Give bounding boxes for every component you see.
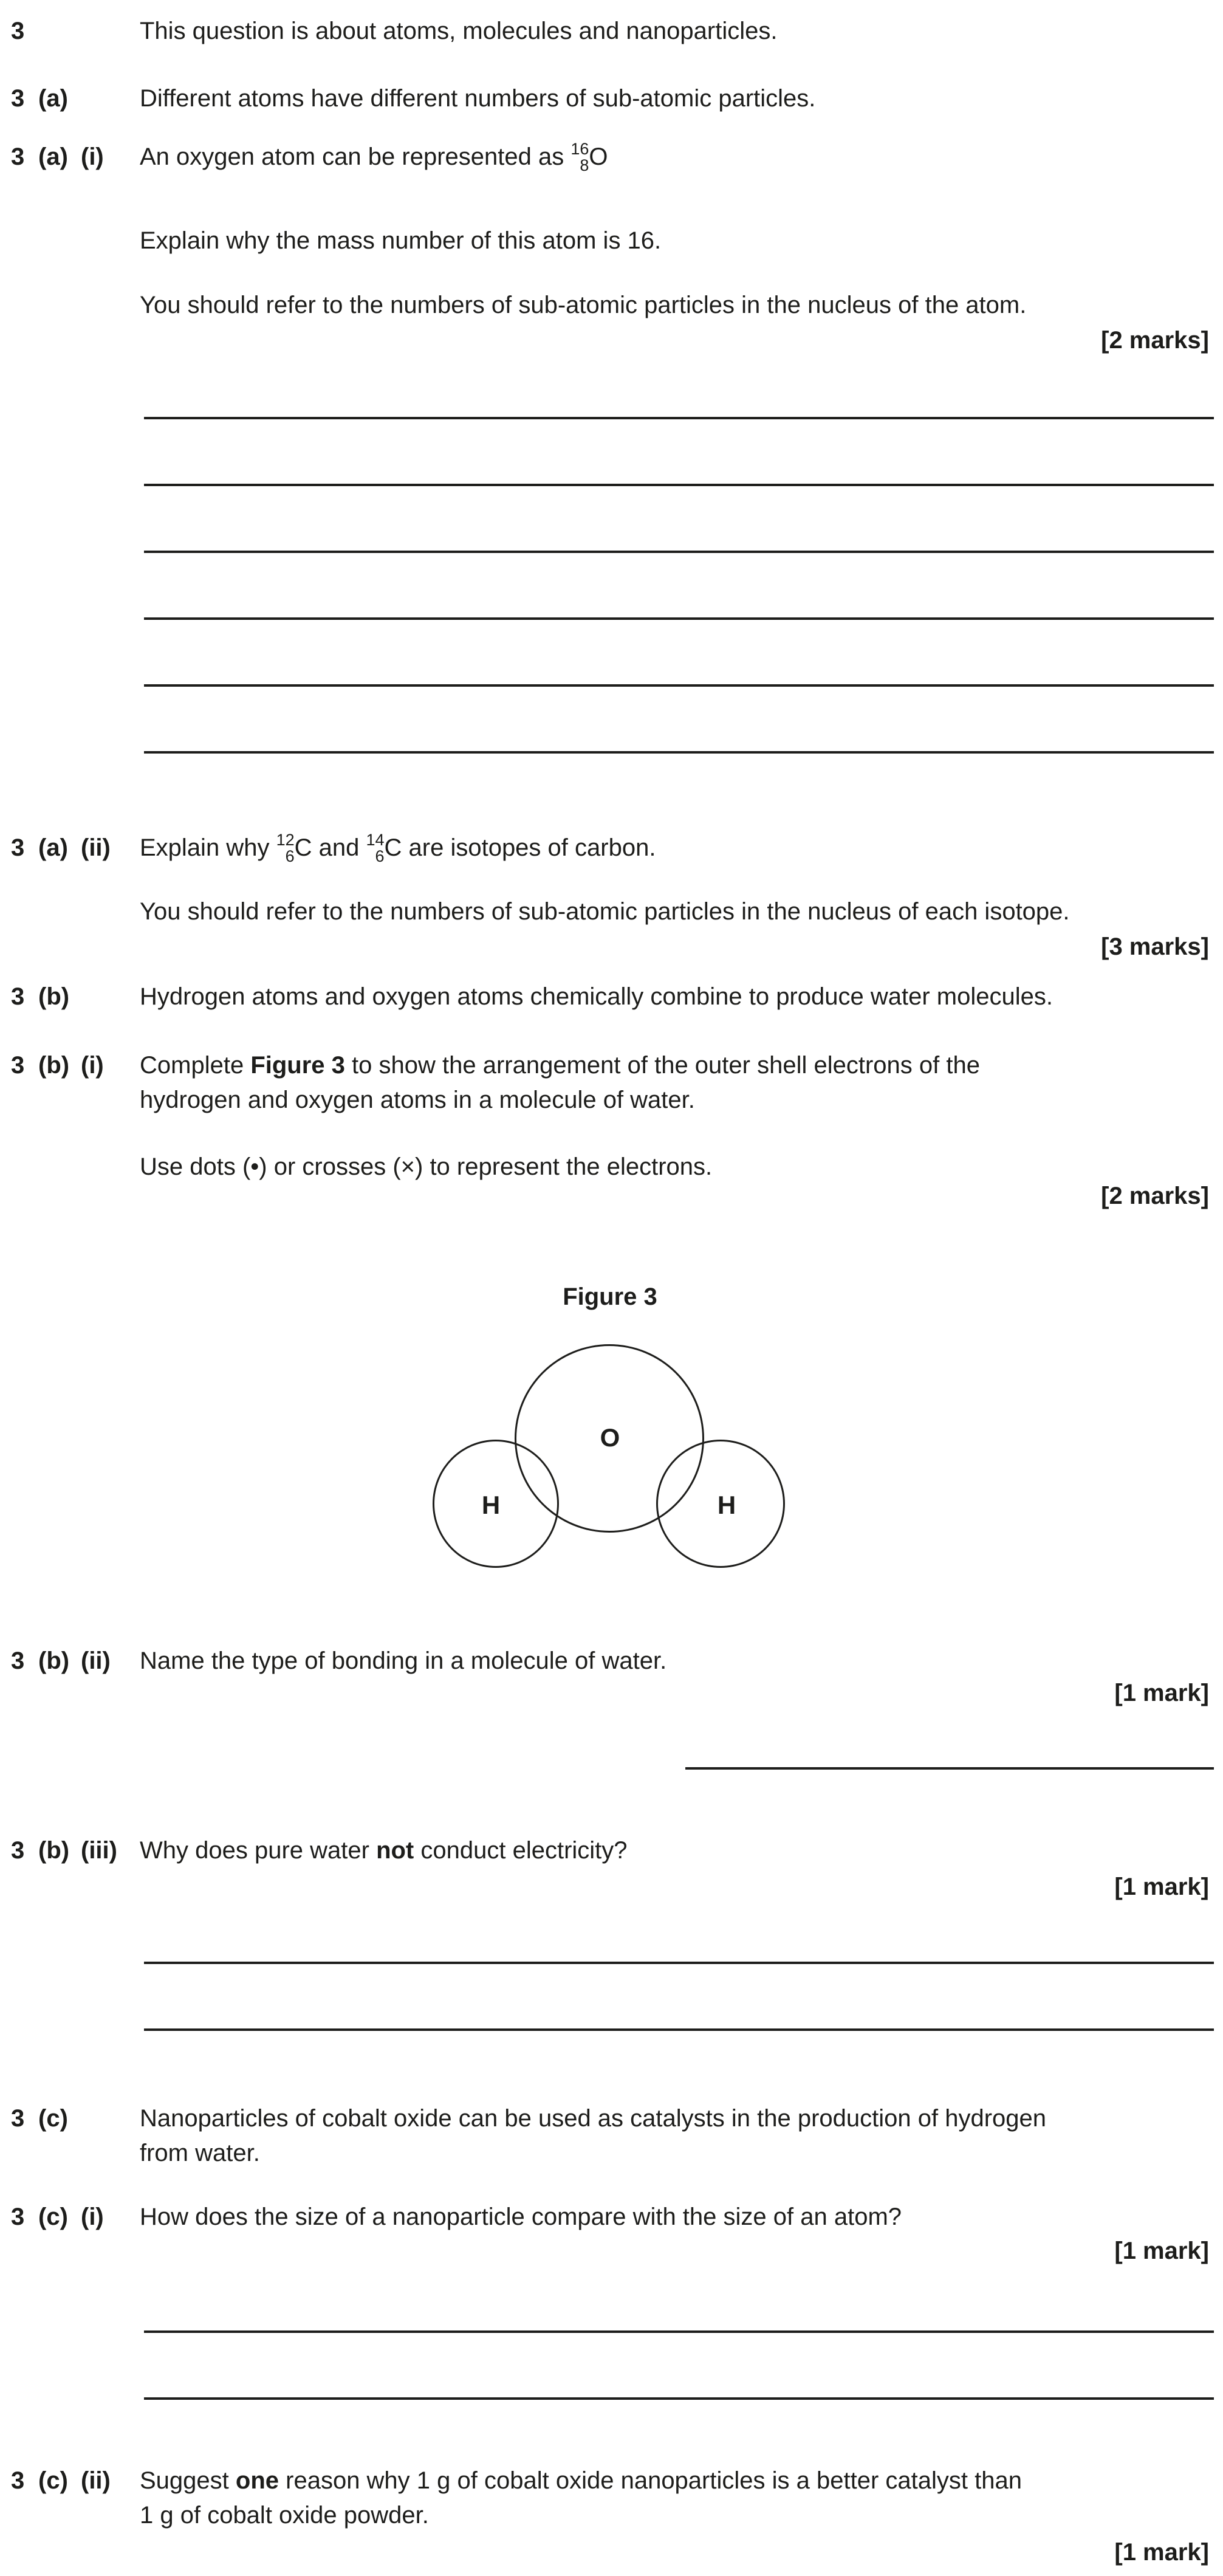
question-text: Nanoparticles of cobalt oxide can be used as catalysts in the production of hydrogen: [140, 2105, 1047, 2132]
mass-number: 14: [366, 830, 385, 849]
question-text: [140, 831, 656, 865]
marks-row: [0, 1179, 1223, 1214]
refer-row: [0, 895, 1223, 929]
question-text-suffix: to show the arrangement of the outer shell electrons of the: [344, 1052, 980, 1079]
answer-line[interactable]: [144, 617, 1214, 620]
part-label: (b): [38, 1837, 70, 1864]
atomic-number: 6: [285, 847, 295, 865]
element-symbol: C: [384, 834, 402, 861]
question-number: 3: [11, 2203, 25, 2230]
question-text-prefix: Why does pure water: [140, 1837, 377, 1864]
question-text: How does the size of a nanoparticle compare with the size of an atom?: [140, 2203, 902, 2230]
answer-line[interactable]: [144, 2028, 1214, 2031]
question-text: Use dots (•) or crosses (×) to represent the electrons.: [140, 1153, 713, 1180]
question-text: [140, 1048, 980, 1083]
question-text: [140, 2464, 1022, 2498]
question-3bi-row-2: [0, 1083, 1223, 1118]
marks-badge: [1 mark]: [1114, 2539, 1209, 2566]
nuclide-carbon-14: [366, 831, 402, 865]
question-3cii-row-2: [0, 2498, 1223, 2533]
question-text: You should refer to the numbers of sub-atomic particles in the nucleus of each isotope.: [140, 898, 1070, 925]
explain-row: [0, 224, 1223, 258]
marks-badge: [2 marks]: [1101, 327, 1209, 354]
part-label: (a): [38, 834, 68, 861]
question-3ci-row: [0, 2200, 1223, 2234]
marks-row: [0, 930, 1223, 964]
answer-line[interactable]: [144, 1962, 1214, 1964]
question-3cii-row: [0, 2464, 1223, 2498]
nuclide-numbers: [276, 832, 295, 865]
part-label: (b): [38, 1052, 70, 1079]
question-3bii-row: [0, 1644, 1223, 1678]
marks-row: [0, 2234, 1223, 2269]
question-number: 3: [11, 1052, 25, 1079]
answer-line[interactable]: [685, 1767, 1214, 1770]
subpart-label: (i): [81, 1052, 104, 1079]
answer-line[interactable]: [144, 484, 1214, 486]
answer-line[interactable]: [144, 684, 1214, 687]
subpart-label: (iii): [81, 1837, 117, 1864]
marks-row: [0, 323, 1223, 358]
hydrogen-label-left: H: [481, 1491, 501, 1519]
question-3-intro-row: [0, 14, 1223, 49]
question-text-prefix: Explain why: [140, 834, 276, 861]
answer-line[interactable]: [144, 2397, 1214, 2400]
mass-number: 12: [276, 830, 295, 849]
question-text-prefix: Complete: [140, 1052, 251, 1079]
question-number: 3: [11, 143, 25, 170]
marks-row: [0, 1676, 1223, 1711]
question-3aii-row: [0, 831, 1223, 865]
question-text-prefix: Suggest: [140, 2467, 236, 2494]
question-text: Hydrogen atoms and oxygen atoms chemically combine to produce water molecules.: [140, 983, 1053, 1010]
question-text-mid: and: [312, 834, 366, 861]
question-number: 3: [11, 18, 25, 44]
part-label: (b): [38, 1647, 70, 1674]
figure-reference: Figure 3: [250, 1052, 345, 1079]
marks-badge: [2 marks]: [1101, 1183, 1209, 1209]
nuclide-numbers: [366, 832, 384, 865]
question-text: Explain why the mass number of this atom is 16.: [140, 227, 662, 254]
question-3b-row: [0, 980, 1223, 1014]
question-3ai-row: [0, 140, 1223, 174]
marks-row: [0, 2535, 1223, 2570]
question-text-prefix: An oxygen atom can be represented as: [140, 143, 571, 170]
atomic-number: 6: [375, 847, 385, 865]
part-label: (b): [38, 983, 70, 1010]
part-label: (c): [38, 2203, 68, 2230]
marks-badge: [1 mark]: [1114, 2238, 1209, 2264]
question-intro-text: This question is about atoms, molecules and nanoparticles.: [140, 18, 778, 44]
question-text: from water.: [140, 2140, 260, 2166]
nuclide-numbers: [570, 141, 589, 174]
answer-line[interactable]: [144, 551, 1214, 553]
subpart-label: (ii): [81, 1647, 111, 1674]
question-text: You should refer to the numbers of sub-atomic particles in the nucleus of the atom.: [140, 292, 1027, 318]
figure-caption: Figure 3: [563, 1283, 657, 1310]
question-text: hydrogen and oxygen atoms in a molecule of water.: [140, 1087, 695, 1113]
answer-line[interactable]: [144, 751, 1214, 754]
answer-line[interactable]: [144, 417, 1214, 419]
emphasis-word: one: [235, 2467, 279, 2494]
question-number: 3: [11, 1647, 25, 1674]
answer-line[interactable]: [144, 2330, 1214, 2333]
part-label: (a): [38, 85, 68, 112]
question-3biii-row: [0, 1833, 1223, 1868]
question-3a-row: [0, 81, 1223, 116]
question-number: 3: [11, 983, 25, 1010]
emphasis-word: not: [376, 1837, 414, 1864]
question-number: 3: [11, 1837, 25, 1864]
hydrogen-label-right: H: [717, 1491, 736, 1519]
nuclide-carbon-12: [276, 831, 312, 865]
question-number: 3: [11, 2467, 25, 2494]
part-label: (c): [38, 2467, 68, 2494]
part-label: (a): [38, 143, 68, 170]
question-text: Different atoms have different numbers of sub-atomic particles.: [140, 85, 816, 112]
question-number: 3: [11, 2105, 25, 2132]
question-text-suffix: reason why 1 g of cobalt oxide nanoparticles is a better catalyst than: [279, 2467, 1022, 2494]
part-label: (c): [38, 2105, 68, 2132]
element-symbol: C: [294, 834, 312, 861]
question-text: [140, 1833, 628, 1868]
marks-row: [0, 1870, 1223, 1905]
question-3bi-row: [0, 1048, 1223, 1083]
nuclide-oxygen-16: [570, 140, 608, 174]
question-text: 1 g of cobalt oxide powder.: [140, 2502, 429, 2529]
question-text-suffix: conduct electricity?: [414, 1837, 628, 1864]
mass-number: 16: [570, 139, 589, 158]
subpart-label: (i): [81, 143, 104, 170]
question-text-suffix: are isotopes of carbon.: [402, 834, 656, 861]
subpart-label: (i): [81, 2203, 104, 2230]
marks-badge: [1 mark]: [1114, 1680, 1209, 1706]
question-number: 3: [11, 85, 25, 112]
oxygen-label: O: [600, 1423, 620, 1452]
element-symbol: O: [589, 143, 608, 170]
question-text: [140, 140, 608, 174]
marks-badge: [3 marks]: [1101, 933, 1209, 960]
question-3c-row-2: [0, 2136, 1223, 2171]
atomic-number: 8: [580, 156, 589, 174]
subpart-label: (ii): [81, 834, 111, 861]
question-3c-row: [0, 2101, 1223, 2136]
refer-row: [0, 288, 1223, 323]
subpart-label: (ii): [81, 2467, 111, 2494]
marks-badge: [1 mark]: [1114, 1874, 1209, 1900]
question-text: Name the type of bonding in a molecule of water.: [140, 1647, 667, 1674]
question-number: 3: [11, 834, 25, 861]
